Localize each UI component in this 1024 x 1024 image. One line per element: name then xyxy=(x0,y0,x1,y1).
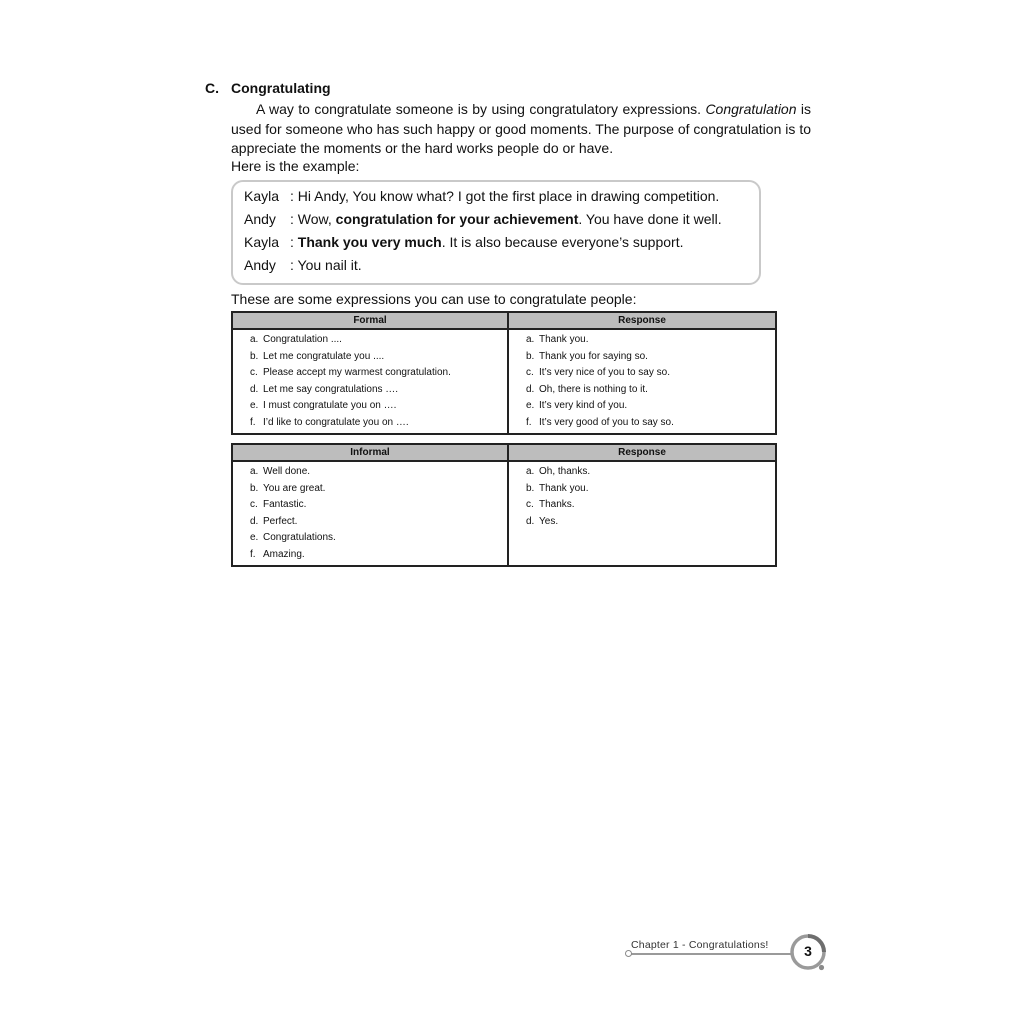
intro-paragraph xyxy=(231,100,811,159)
informal-expressions-cell xyxy=(232,461,508,566)
dialog-speaker: Kayla xyxy=(244,234,280,250)
dialog-bold: Thank you very much xyxy=(297,234,442,250)
list-item: a. Congratulation .... xyxy=(250,334,342,345)
list-item: b. Let me congratulate you .... xyxy=(250,350,385,362)
dialog-text: Hi Andy, You know what? I got the first place in drawing competition. xyxy=(293,188,720,204)
informal-expressions-table xyxy=(231,443,777,567)
section-heading xyxy=(205,80,331,96)
page-number: 3 xyxy=(804,943,812,959)
dialog-after: . You have done it well. xyxy=(578,211,722,227)
list-item: b. Thank you. xyxy=(526,482,589,494)
dialog-colon: : xyxy=(290,257,294,273)
dialog-speaker: Andy xyxy=(244,211,276,227)
example-label: Here is the example: xyxy=(231,158,360,174)
dialog-after: . It is also because everyone’s support. xyxy=(441,234,684,250)
list-item: f. I’d like to congratulate you on …. xyxy=(250,416,409,428)
dialog-line xyxy=(244,211,722,227)
list-item: d. Oh, there is nothing to it. xyxy=(526,383,648,395)
list-item: e. It’s very kind of you. xyxy=(526,400,628,412)
section-letter: C. xyxy=(205,80,219,96)
chapter-footer: Chapter 1 - Congratulations! xyxy=(631,939,769,951)
formal-expressions-table xyxy=(231,311,777,435)
paragraph-text-start: A way to congratulate someone is by using congratulatory expressions. xyxy=(256,101,706,117)
dialog-colon: : xyxy=(290,234,294,250)
list-item: d. Perfect. xyxy=(250,515,298,527)
dialog-line xyxy=(244,188,719,204)
table-header-response: Response xyxy=(508,444,776,461)
table-header-informal: Informal xyxy=(232,444,508,461)
footer-bullet xyxy=(625,950,632,957)
paragraph-text-end: is used for someone who has such happy or good moments. The purpose of congratulation is to appreciate the moments or the hard works people do or have. xyxy=(231,101,812,156)
table-header-formal: Formal xyxy=(232,312,508,329)
list-item: c. Thanks. xyxy=(526,499,575,511)
list-item: d. Let me say congratulations …. xyxy=(250,383,399,395)
dialog-colon: : xyxy=(290,211,294,227)
list-item: b. Thank you for saying so. xyxy=(526,350,648,362)
list-item: c. It’s very nice of you to say so. xyxy=(526,367,670,379)
dialog-text: Wow, xyxy=(293,211,336,227)
dialog-bold: congratulation for your achievement xyxy=(335,211,579,227)
informal-response-cell xyxy=(508,461,776,566)
list-item: a. Oh, thanks. xyxy=(526,466,591,477)
table-header-response: Response xyxy=(508,312,776,329)
dialog-colon: : xyxy=(290,188,294,204)
list-item: f. Amazing. xyxy=(250,548,305,560)
list-item: a. Thank you. xyxy=(526,334,589,345)
expressions-intro: These are some expressions you can use to congratulate people: xyxy=(231,291,637,307)
list-item: a. Well done. xyxy=(250,466,311,477)
paragraph-italic-term: Congratulation xyxy=(705,101,797,117)
formal-expressions-cell xyxy=(232,329,508,434)
list-item: e. Congratulations. xyxy=(250,532,336,544)
dialog-line xyxy=(244,234,684,250)
footer-rule xyxy=(628,953,791,955)
list-item: d. Yes. xyxy=(526,515,559,527)
dialog-speaker: Kayla xyxy=(244,188,280,204)
list-item: b. You are great. xyxy=(250,482,326,494)
list-item: f. It’s very good of you to say so. xyxy=(526,416,674,428)
dialog-box xyxy=(231,180,761,285)
formal-response-cell xyxy=(508,329,776,434)
dialog-text: You nail it. xyxy=(293,257,362,273)
section-title: Congratulating xyxy=(231,80,331,96)
list-item: c. Please accept my warmest congratulation. xyxy=(250,367,451,379)
dialog-line xyxy=(244,257,362,273)
dialog-speaker: Andy xyxy=(244,257,276,273)
list-item: e. I must congratulate you on …. xyxy=(250,400,397,412)
list-item: c. Fantastic. xyxy=(250,499,307,511)
